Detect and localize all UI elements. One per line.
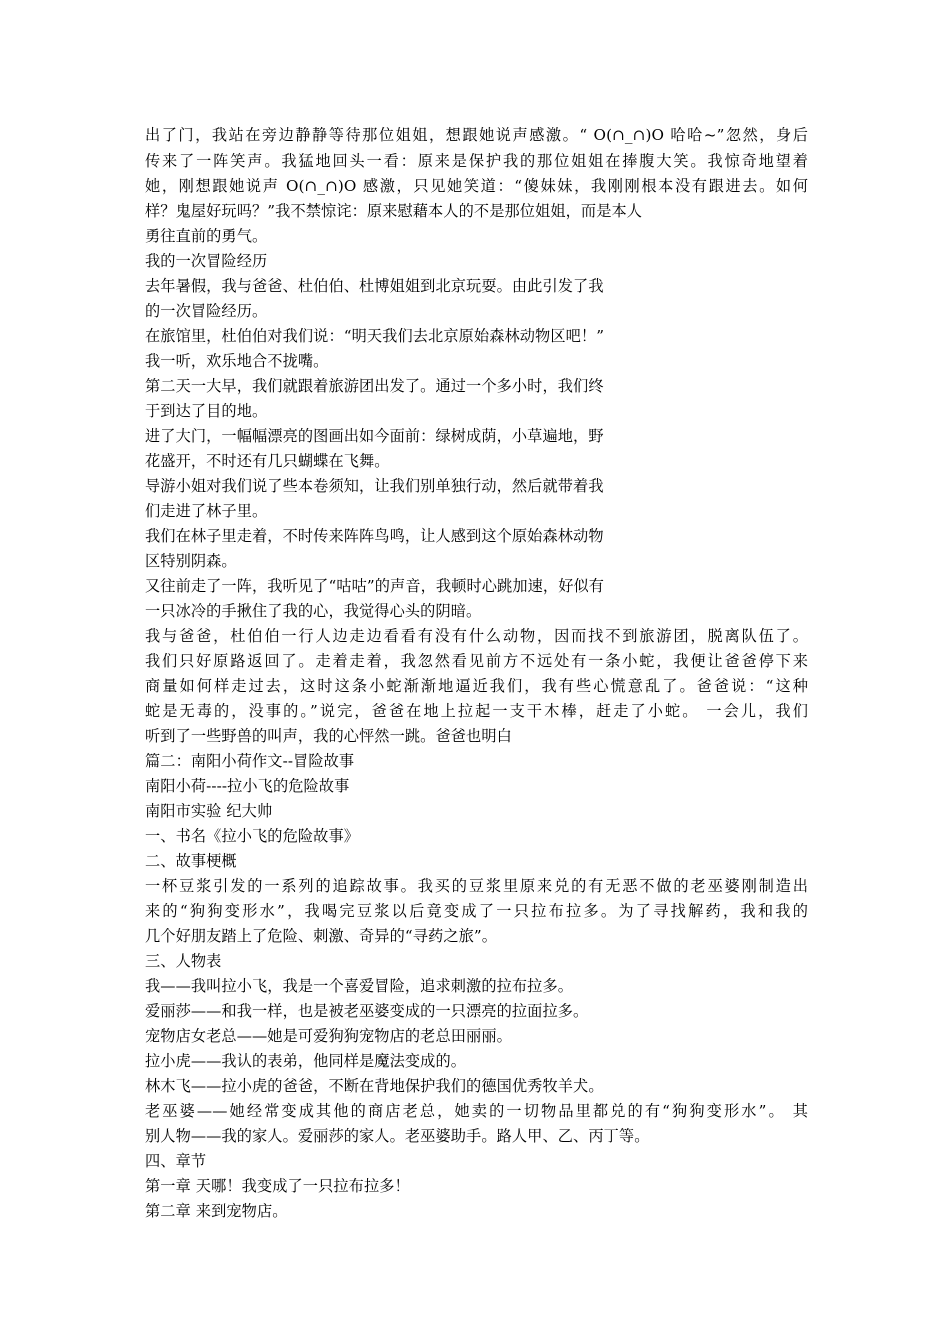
text-line: 商量如何样走过去，这时这条小蛇渐渐地逼近我们，我有些心慌意乱了。爸爸说：“这种: [145, 677, 808, 695]
text-line: 我一听，欢乐地合不拢嘴。: [145, 352, 329, 370]
text-line: 一杯豆浆引发的一系列的追踪故事。我买的豆浆里原来兑的有无恶不做的老巫婆刚制造出: [145, 877, 808, 895]
section-heading: 我的一次冒险经历: [145, 252, 268, 270]
section-heading: 篇二：南阳小荷作文--冒险故事: [145, 752, 355, 770]
text-line: 拉小虎——我认的表弟，他同样是魔法变成的。: [145, 1052, 467, 1070]
text-line: 花盛开，不时还有几只蝴蝶在飞舞。: [145, 452, 390, 470]
text-line: 导游小姐对我们说了些本卷须知，让我们别单独行动，然后就带着我: [145, 477, 604, 495]
text-line: 爱丽莎——和我一样，也是被老巫婆变成的一只漂亮的拉面拉多。: [145, 1002, 589, 1020]
text-line: 她，刚想跟她说声 O(∩_∩)O 感激，只见她笑道：“傻妹妹，我刚刚根本没有跟进去。如何: [145, 177, 808, 195]
text-line: 去年暑假，我与爸爸、杜伯伯、杜博姐姐到北京玩耍。由此引发了我: [145, 277, 604, 295]
text-line: 我与爸爸，杜伯伯一行人边走边看看有没有什么动物，因而找不到旅游团，脱离队伍了。: [145, 627, 808, 645]
text-line: 南阳市实验 纪大帅: [145, 802, 273, 820]
text-line: 们走进了林子里。: [145, 502, 268, 520]
text-line: 一、书名《拉小飞的危险故事》: [145, 827, 360, 845]
text-line: 老巫婆——她经常变成其他的商店老总，她卖的一切物品里都兑的有“狗狗变形水”。 其: [145, 1102, 808, 1120]
text-line: 样？鬼屋好玩吗？”我不禁惊诧：原来慰藉本人的不是那位姐姐，而是本人: [145, 202, 643, 220]
text-line: 勇往直前的勇气。: [145, 227, 268, 245]
text-line: 林木飞——拉小虎的爸爸，不断在背地保护我们的德国优秀牧羊犬。: [145, 1077, 604, 1095]
text-line: 一只冰冷的手揪住了我的心，我觉得心头的阴暗。: [145, 602, 482, 620]
text-line: 的一次冒险经历。: [145, 302, 268, 320]
text-line: 蛇是无毒的，没事的。”说完，爸爸在地上拉起一支干木棒，赶走了小蛇。 一会儿，我们: [145, 702, 808, 720]
text-line: 听到了一些野兽的叫声，我的心怦然一跳。爸爸也明白: [145, 727, 512, 745]
text-line: 区特别阴森。: [145, 552, 237, 570]
text-line: 宠物店女老总——她是可爱狗狗宠物店的老总田丽丽。: [145, 1027, 512, 1045]
text-line: 第二章 来到宠物店。: [145, 1202, 288, 1220]
text-line: 南阳小荷----拉小飞的危险故事: [145, 777, 350, 795]
text-line: 传来了一阵笑声。我猛地回头一看：原来是保护我的那位姐姐在捧腹大笑。我惊奇地望着: [145, 152, 808, 170]
text-line: 别人物——我的家人。爱丽莎的家人。老巫婆助手。路人甲、乙、丙丁等。: [145, 1127, 650, 1145]
text-line: 在旅馆里，杜伯伯对我们说：“明天我们去北京原始森林动物区吧！”: [145, 327, 605, 345]
text-line: 我们只好原路返回了。走着走着，我忽然看见前方不远处有一条小蛇，我便让爸爸停下来: [145, 652, 808, 670]
text-line: 我们在林子里走着，不时传来阵阵鸟鸣，让人感到这个原始森林动物: [145, 527, 604, 545]
section-heading: 二、故事梗概: [145, 852, 237, 870]
text-line: 第二天一大早，我们就跟着旅游团出发了。通过一个多小时，我们终: [145, 377, 604, 395]
section-heading: 四、章节: [145, 1152, 207, 1170]
text-line: 我——我叫拉小飞，我是一个喜爱冒险，追求刺激的拉布拉多。: [145, 977, 574, 995]
text-line: 于到达了目的地。: [145, 402, 268, 420]
text-line: 进了大门，一幅幅漂亮的图画出如今面前：绿树成荫，小草遍地，野: [145, 427, 604, 445]
text-line: 又往前走了一阵，我听见了“咕咕”的声音，我顿时心跳加速，好似有: [145, 577, 605, 595]
text-line: 第一章 天哪！我变成了一只拉布拉多！: [145, 1177, 410, 1195]
text-line: 来的“狗狗变形水”，我喝完豆浆以后竟变成了一只拉布拉多。为了寻找解药，我和我的: [145, 902, 808, 920]
section-heading: 三、人物表: [145, 952, 222, 970]
text-line: 出了门，我站在旁边静静等待那位姐姐，想跟她说声感激。“ O(∩_∩)O 哈哈~”忽然，身后: [145, 126, 808, 144]
text-line: 几个好朋友踏上了危险、刺激、奇异的“寻药之旅”。: [145, 927, 498, 945]
